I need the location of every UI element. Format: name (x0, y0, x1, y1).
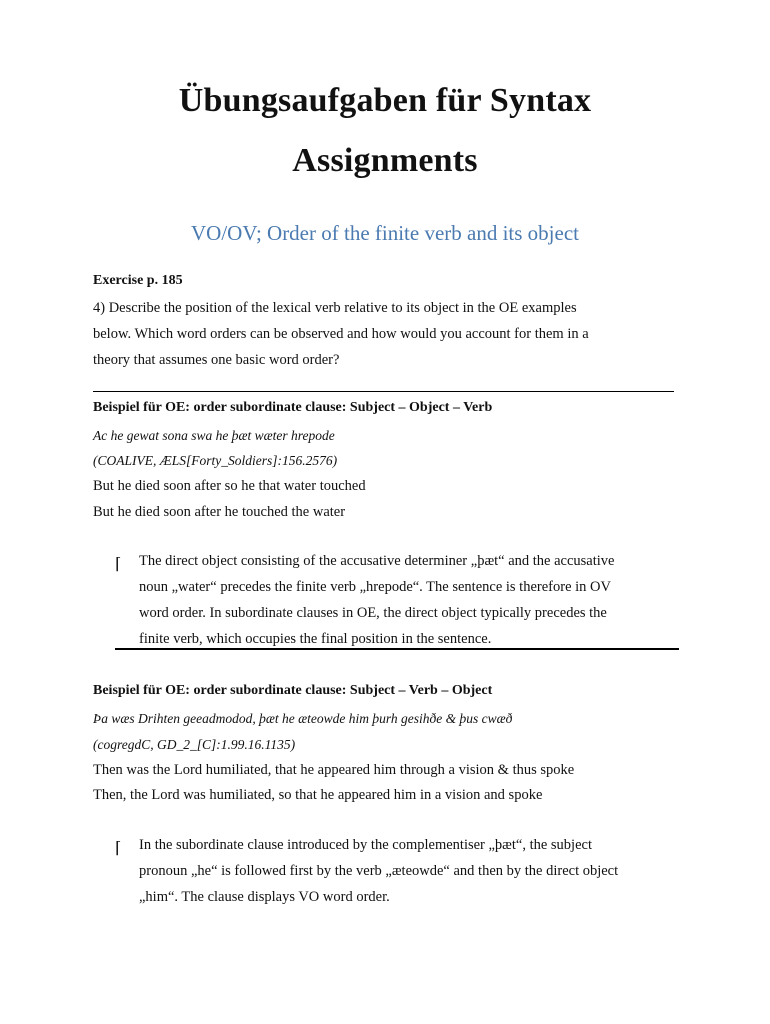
example1-explanation-line: finite verb, which occupies the final position in the sentence. (139, 631, 492, 647)
example1-explanation-line: The direct object consisting of the accusative determiner „þæt“ and the accusative (139, 553, 615, 569)
example2-heading: Beispiel für OE: order subordinate clause: Subject – Verb – Object (93, 683, 493, 698)
question-line: below. Which word orders can be observed and how would you account for them in a (93, 326, 589, 342)
bullet-icon: ⌈ (115, 840, 122, 857)
page-title: Übungsaufgaben für Syntax (178, 82, 592, 119)
example2-explanation-line: pronoun „he“ is followed first by the verb „æteowde“ and then by the direct object (139, 863, 619, 879)
example1-oe-text: Ac he gewat sona swa he þæt wæter hrepode (93, 428, 335, 443)
example1-translation: But he died soon after he touched the water (93, 504, 346, 520)
divider (115, 648, 679, 650)
example2-explanation-line: In the subordinate clause introduced by the complementiser „þæt“, the subject (139, 837, 592, 853)
question-line: theory that assumes one basic word order? (93, 352, 340, 368)
example2-translation: Then, the Lord was humiliated, so that he appeared him in a vision and spoke (93, 787, 543, 803)
example2-oe-text: Þa wæs Drihten geeadmodod, þæt he æteowde him þurh gesihðe & þus cwæð (93, 711, 513, 726)
question-line: 4) Describe the position of the lexical verb relative to its object in the OE examples (93, 300, 577, 316)
exercise-heading: Exercise p. 185 (93, 273, 183, 288)
bullet-icon: ⌈ (115, 556, 122, 573)
example1-explanation-line: word order. In subordinate clauses in OE, the direct object typically precedes the (139, 605, 607, 621)
example2-source: (cogregdC, GD_2_[C]:1.99.16.1135) (93, 737, 296, 752)
example2-gloss: Then was the Lord humiliated, that he appeared him through a vision & thus spoke (93, 762, 575, 778)
page-subtitle-assignments: Assignments (292, 142, 478, 179)
example1-explanation-line: noun „water“ precedes the finite verb „hrepode“. The sentence is therefore in OV (139, 579, 611, 595)
example1-source: (COALIVE, ÆLS[Forty_Soldiers]:156.2576) (93, 453, 338, 468)
example1-gloss: But he died soon after so he that water touched (93, 478, 366, 494)
example1-heading: Beispiel für OE: order subordinate clause: Subject – Object – Verb (93, 400, 493, 415)
section-heading: VO/OV; Order of the finite verb and its object (191, 221, 579, 245)
divider (93, 391, 674, 392)
example2-explanation-line: „him“. The clause displays VO word order. (139, 889, 390, 905)
